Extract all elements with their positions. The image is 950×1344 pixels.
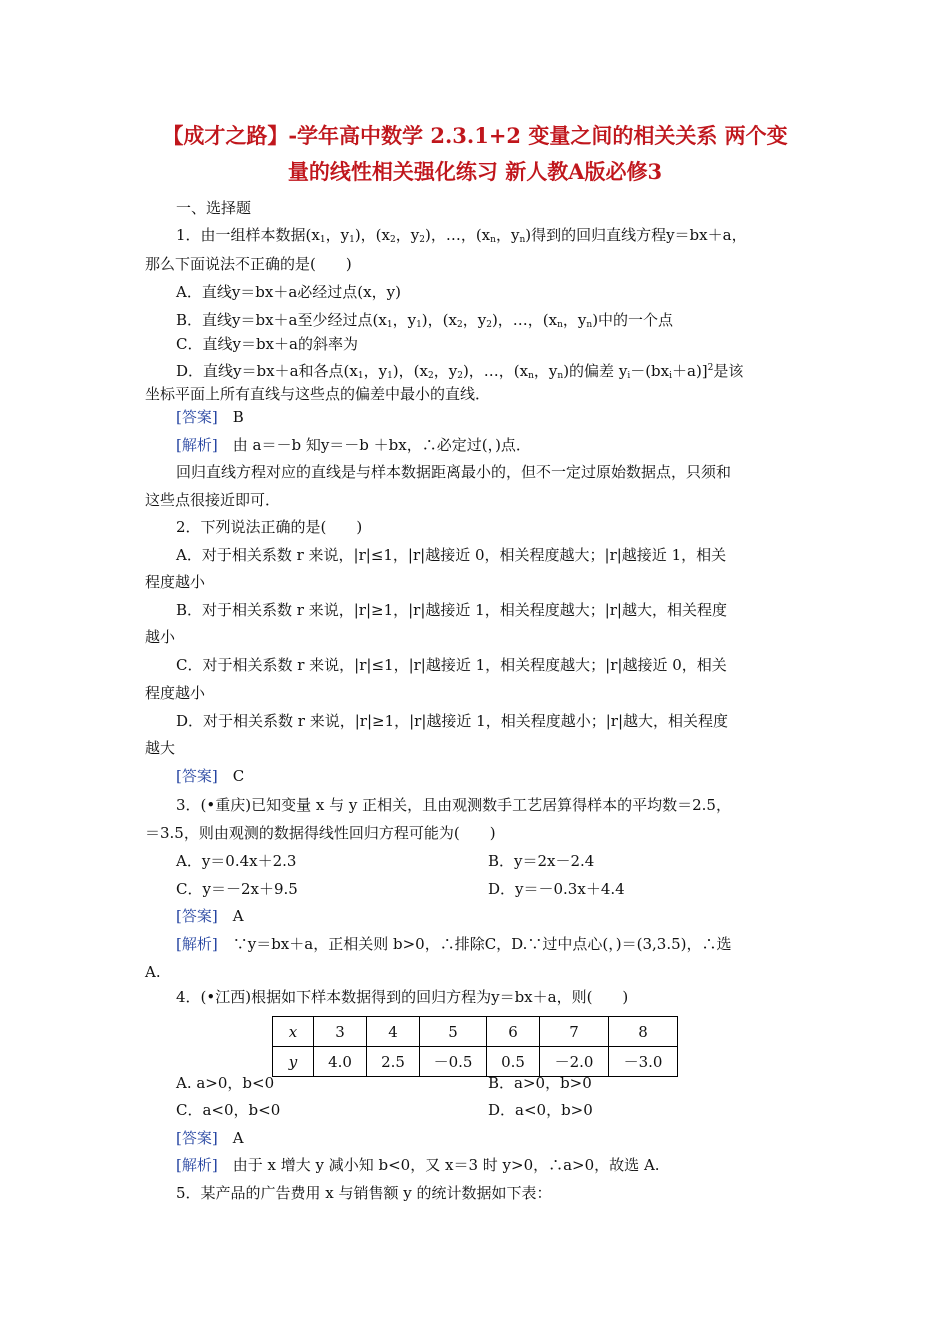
table-cell: －3.0: [609, 1047, 678, 1077]
table-cell: 8: [609, 1017, 678, 1047]
q4-stem: 4．(•江西)根据如下样本数据得到的回归方程为y＝bx＋a，则( ): [176, 988, 629, 1006]
q4-option-c: C．a<0，b<0: [176, 1101, 281, 1119]
answer-tag: [答案]: [176, 408, 218, 426]
q3-analysis-cont: A.: [145, 963, 161, 981]
q2-option-a: A．对于相关系数 r 来说，|r|≤1，|r|越接近 0，相关程度越大；|r|越接近 1，相关: [176, 546, 727, 564]
answer-tag: [答案]: [176, 1129, 218, 1147]
q2-option-d: D．对于相关系数 r 来说，|r|≥1，|r|越接近 1，相关程度越小；|r|越大，相关程度: [176, 712, 728, 730]
q3-stem-cont: ＝3.5，则由观测的数据得线性回归方程可能为( ): [145, 824, 496, 842]
q4-analysis: [解析] 由于 x 增大 y 减小知 b<0，又 x＝3 时 y>0，∴a>0，故选 A.: [176, 1156, 660, 1174]
q5-stem: 5．某产品的广告费用 x 与销售额 y 的统计数据如下表：: [176, 1184, 552, 1202]
table-cell: 0.5: [487, 1047, 540, 1077]
q2-stem: 2．下列说法正确的是( ): [176, 518, 363, 536]
table-row: [273, 1017, 678, 1047]
q2-option-c-cont: 程度越小: [145, 684, 206, 702]
q4-option-a: A. a>0，b<0: [176, 1074, 275, 1092]
table-cell: 4.0: [314, 1047, 367, 1077]
answer-tag: [答案]: [176, 907, 218, 925]
q1-analysis-3: 这些点很接近即可．: [145, 491, 281, 509]
q2-answer: [答案] C: [176, 767, 245, 785]
table-cell: 6: [487, 1017, 540, 1047]
analysis-tag: [解析]: [176, 935, 218, 953]
q2-option-a-cont: 程度越小: [145, 573, 206, 591]
q1-answer: [答案] B: [176, 408, 244, 426]
q1-analysis: [解析] 由 a＝－b 知y＝－b ＋bx，∴必定过(，)点．: [176, 436, 531, 454]
q2-option-c: C．对于相关系数 r 来说，|r|≤1，|r|越接近 1，相关程度越大；|r|越接近 0，相关: [176, 656, 727, 674]
q1-stem-cont: 那么下面说法不正确的是( ): [145, 255, 352, 273]
table-cell: 2.5: [367, 1047, 420, 1077]
table-y-label: y: [273, 1047, 314, 1077]
analysis-tag: [解析]: [176, 436, 218, 454]
q1-option-b: B．直线y＝bx＋a至少经过点($x_1$，$y_1$)，($x_2$，$y_2$)，…，($x_n$，$y_n$)中的一个点: [176, 311, 674, 330]
document-title-line-1: 【成才之路】-学年高中数学 2.3.1+2 变量之间的相关关系 两个变: [162, 123, 788, 148]
table-cell: 7: [540, 1017, 609, 1047]
q4-option-b: B．a>0，b>0: [488, 1074, 592, 1092]
q1-stem: 1．由一组样本数据($x_1$，$y_1$)，($x_2$，$y_2$)，…，($x_n$，$y_n$)得到的回归直线方程y＝bx＋a，: [176, 226, 747, 245]
table-cell: －0.5: [420, 1047, 487, 1077]
q1-option-a: A．直线y＝bx＋a必经过点(x，y): [176, 283, 401, 301]
q2-option-b: B．对于相关系数 r 来说，|r|≥1，|r|越接近 1，相关程度越大；|r|越大，相关程度: [176, 601, 727, 619]
q1-option-d-cont: 坐标平面上所有直线与这些点的偏差中最小的直线．: [145, 385, 491, 403]
q3-analysis: [解析] ∵y＝bx＋a，正相关则 b>0，∴排除C，D.∵过中点心(，)＝(3,3.5)，∴选: [176, 935, 732, 953]
q3-stem: 3．(•重庆)已知变量 x 与 y 正相关，且由观测数手工艺居算得样本的平均数＝2.5，: [176, 796, 731, 814]
table-cell: 5: [420, 1017, 487, 1047]
q1-option-c: C．直线y＝bx＋a的斜率为: [176, 335, 358, 353]
document-title-line-2: 量的线性相关强化练习 新人教A版必修3: [287, 159, 663, 184]
analysis-tag: [解析]: [176, 1156, 218, 1174]
q3-option-b: B．y＝2x－2.4: [488, 852, 595, 870]
table-x-label: x: [273, 1017, 314, 1047]
section-heading: 一、选择题: [176, 199, 252, 217]
answer-tag: [答案]: [176, 767, 218, 785]
q3-option-c: C．y＝－2x＋9.5: [176, 880, 298, 898]
q3-answer: [答案] A: [176, 907, 244, 925]
table-cell: －2.0: [540, 1047, 609, 1077]
q4-option-d: D．a<0，b>0: [488, 1101, 593, 1119]
q3-option-a: A．y＝0.4x＋2.3: [176, 852, 297, 870]
q3-option-d: D．y＝－0.3x＋4.4: [488, 880, 625, 898]
table-row: [273, 1047, 678, 1077]
q1-option-d: D．直线y＝bx＋a和各点($x_1$，$y_1$)，($x_2$，$y_2$)，…，($x_n$，$y_n$)的偏差 $y_i-(bx_i+a)]^2$是该: [176, 362, 744, 381]
q4-answer: [答案] A: [176, 1129, 244, 1147]
q2-option-b-cont: 越小: [145, 628, 176, 646]
q2-option-d-cont: 越大: [145, 739, 176, 757]
table-cell: 3: [314, 1017, 367, 1047]
q4-data-table: [272, 1016, 678, 1077]
table-cell: 4: [367, 1017, 420, 1047]
q1-analysis-2: 回归直线方程对应的直线是与样本数据距离最小的，但不一定过原始数据点，只须和: [176, 463, 732, 481]
